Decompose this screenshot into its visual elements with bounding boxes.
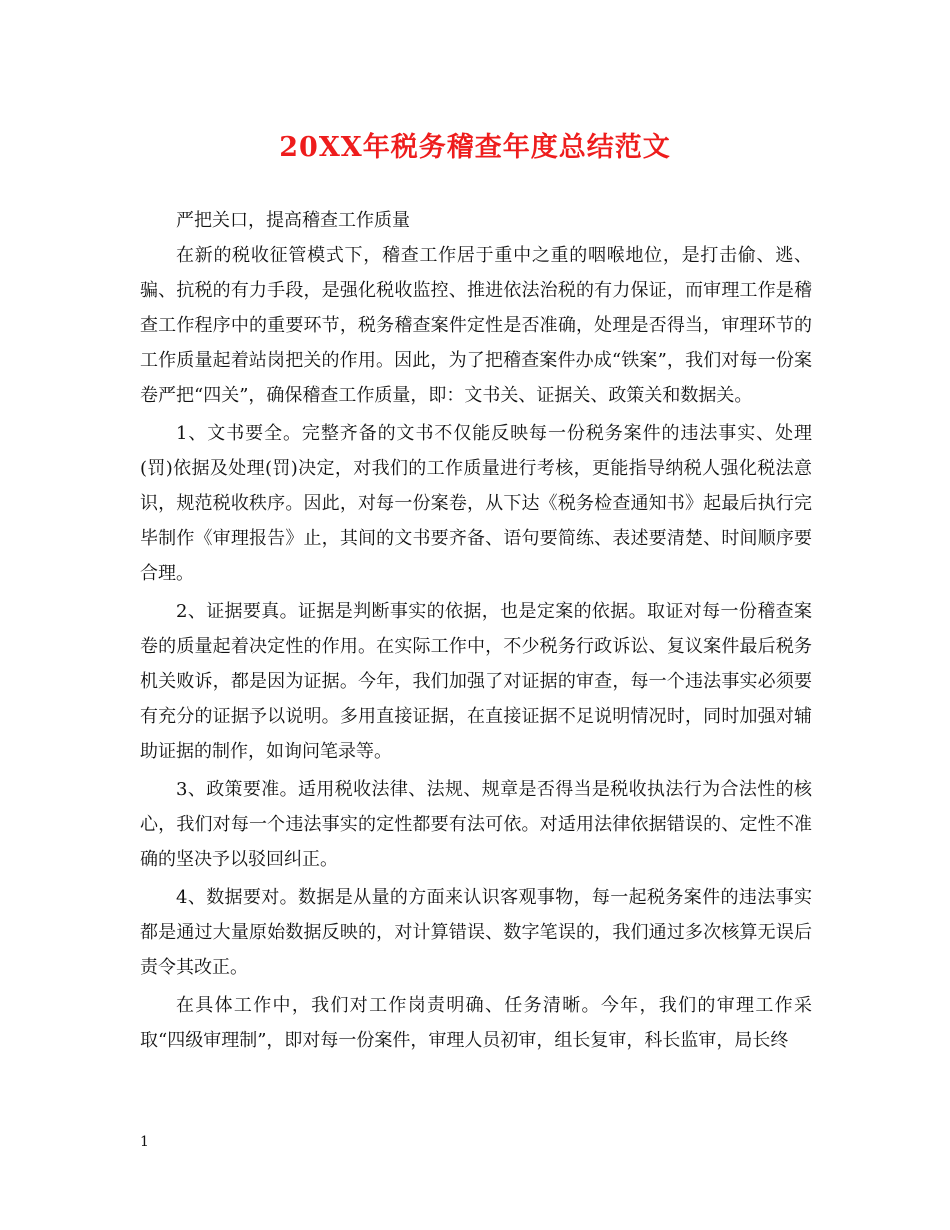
document-title: 20XX年税务稽查年度总结范文	[279, 132, 671, 163]
paragraph-item-3: 3、政策要准。适用税收法律、法规、规章是否得当是税收执法行为合法性的核心，我们对每一个违法事实的定性都要有法可依。对适用法律依据错误的、定性不准确的坚决予以驳回纠正。	[140, 779, 812, 870]
page-number: 1	[140, 1134, 149, 1150]
document-body	[140, 203, 812, 1058]
paragraph-intro: 在新的税收征管模式下，稽查工作居于重中之重的咽喉地位，是打击偷、逃、骗、抗税的有力手段，是强化税收监控、推进依法治税的有力保证，而审理工作是稽查工作程序中的重要环节，税务稽查案件定性是否准确，处理是否得当，审理环节的工作质量起着站岗把关的作用。因此，为了把稽查案件办成“铁案”，我们对每一份案卷严把“四关”，确保稽查工作质量，即：文书关、证据关、政策关和数据关。	[140, 245, 812, 406]
paragraph-closing: 在具体工作中，我们对工作岗责明确、任务清晰。今年，我们的审理工作采取“四级审理制”，即对每一份案件，审理人员初审，组长复审，科长监审，局长终	[140, 995, 812, 1051]
paragraph-item-1: 1、文书要全。完整齐备的文书不仅能反映每一份税务案件的违法事实、处理(罚)依据及处理(罚)决定，对我们的工作质量进行考核，更能指导纳税人强化税法意识，规范税收秩序。因此，对每一份案卷，从下达《税务检查通知书》起最后执行完毕制作《审理报告》止，其间的文书要齐备、语句要简练、表述要清楚、时间顺序要合理。	[140, 423, 812, 584]
paragraph-heading: 严把关口，提高稽查工作质量	[176, 210, 410, 231]
paragraph-item-4: 4、数据要对。数据是从量的方面来认识客观事物，每一起税务案件的违法事实都是通过大量原始数据反映的，对计算错误、数字笔误的，我们通过多次核算无误后责令其改正。	[140, 887, 812, 978]
paragraph-item-2: 2、证据要真。证据是判断事实的依据，也是定案的依据。取证对每一份稽查案卷的质量起着决定性的作用。在实际工作中，不少税务行政诉讼、复议案件最后税务机关败诉，都是因为证据。今年，我们加强了对证据的审查，每一个违法事实必须要有充分的证据予以说明。多用直接证据，在直接证据不足说明情况时，同时加强对辅助证据的制作，如询问笔录等。	[140, 601, 812, 762]
